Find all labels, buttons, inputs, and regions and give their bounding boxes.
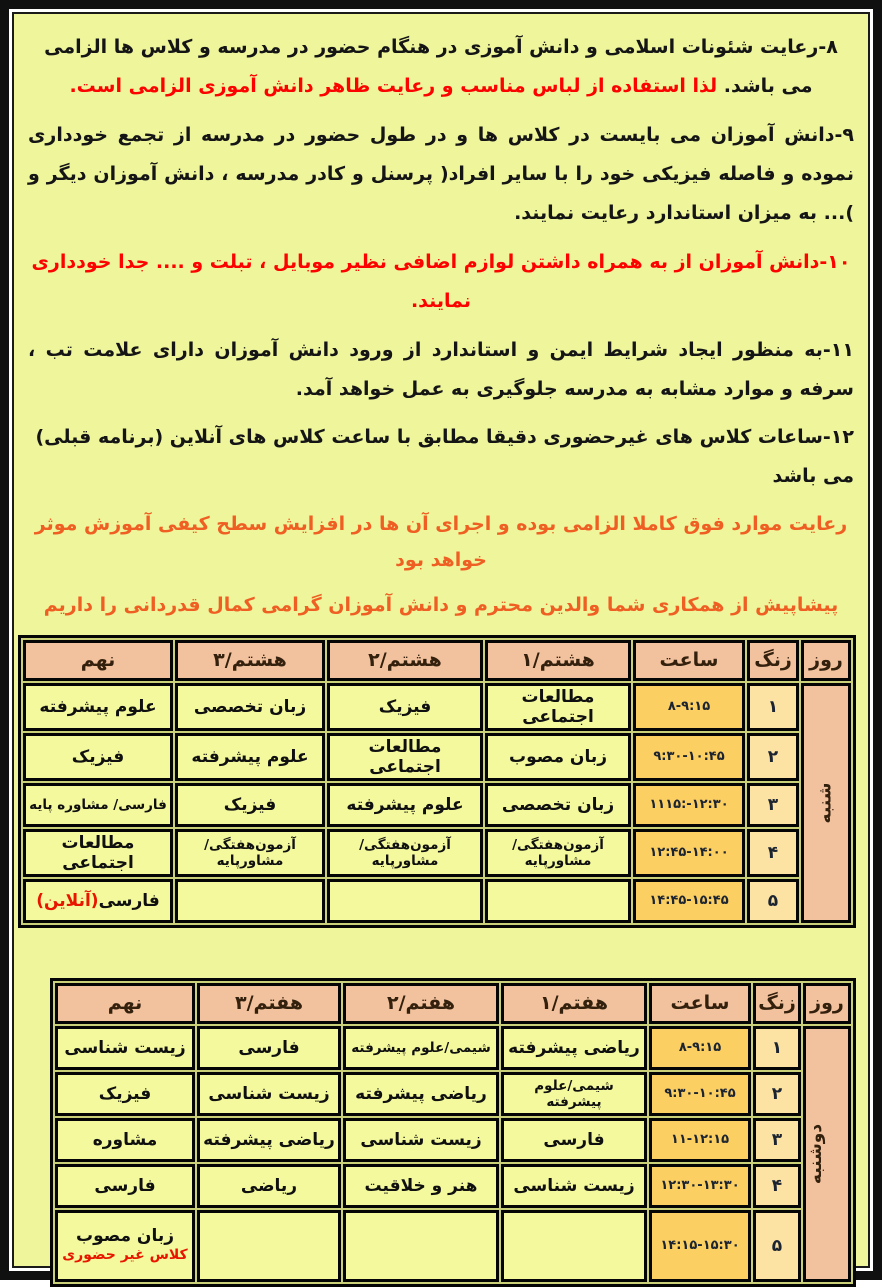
subject-cell [485,683,631,731]
subject-cell [485,829,631,877]
paragraph-8 [28,28,854,106]
header-row [23,640,851,681]
subject-label: شیمی/علوم پیشرفته [534,1077,614,1110]
document-body [12,12,870,1268]
subject-label: زیست شناسی [360,1129,482,1150]
bell-number-cell: ۳ [753,1118,801,1162]
subject-cell [55,1210,195,1282]
paragraph-9-text: ۹-دانش آموزان می بایست در کلاس ها و در طول حضور در مدرسه از تجمع خودداری نموده و فاصله فیزیکی خود را با سایر افراد( پرسنل و کادر مدرسه ، دانش آموزان دیگر و )... به میزان استاندارد رعایت نمایند. [28,123,854,224]
subject-label: آزمون‌هفتگی/مشاورپایه [204,836,296,869]
subject-label: ریاضی پیشرفته [355,1083,487,1104]
column-header: هشتم/۳ [175,640,325,681]
bell-number-cell: ۵ [747,879,799,923]
time-cell: ۱۲:۴۵-۱۴:۰۰ [633,829,745,877]
subject-cell [343,1072,499,1116]
subject-cell [501,1210,647,1282]
subject-label: مطالعات اجتماعی [521,686,595,727]
paragraph-12 [28,418,854,496]
subject-cell [501,1026,647,1070]
subject-label: زبان مصوب [76,1225,174,1246]
subject-cell [23,733,173,781]
day-label: دوشنبه [805,1123,826,1184]
subject-cell [327,879,483,923]
subject-cell [485,733,631,781]
bell-number-cell: ۱ [753,1026,801,1070]
subject-label: فیزیک [71,746,125,767]
time-cell: ۱۴:۱۵-۱۵:۳۰ [649,1210,751,1282]
column-header: نهم [55,983,195,1024]
subject-red-note: کلاس غیر حضوری [62,1246,188,1263]
subject-cell [55,1026,195,1070]
bell-number-cell: ۵ [753,1210,801,1282]
paragraph-8-emphasis: لذا استفاده از لباس مناسب و رعایت ظاهر دانش آموزی الزامی است. [69,74,718,97]
schedule-row [55,1164,851,1208]
subject-label: علوم پیشرفته [346,794,464,815]
subject-cell [501,1118,647,1162]
subject-cell [327,829,483,877]
subject-cell [175,879,325,923]
schedule-row [23,829,851,877]
subject-label: زبان مصوب [509,746,607,767]
note-thanks: پیشاپیش از همکاری شما والدین محترم و دانش آموزان گرامی کمال قدردانی را داریم [43,593,839,616]
subject-label: فارسی/ مشاوره پایه [29,796,167,813]
subject-label: هنر و خلاقیت [364,1175,478,1196]
subject-cell [327,733,483,781]
subject-cell [23,683,173,731]
bell-number-cell: ۲ [753,1072,801,1116]
column-header: زنگ [753,983,801,1024]
subject-label: فیزیک [378,696,432,717]
header-row [55,983,851,1024]
column-header: ساعت [649,983,751,1024]
paragraph-9 [28,116,854,233]
subject-cell [23,829,173,877]
schedule-row [55,1210,851,1282]
day-cell [801,683,851,923]
time-cell: ۹:۳۰-۱۰:۴۵ [649,1072,751,1116]
column-header: روز [801,640,851,681]
subject-cell [23,879,173,923]
time-cell: ۱۱۱۵:-۱۲:۳۰ [633,783,745,827]
schedule-row [23,683,851,731]
subject-cell [197,1118,341,1162]
subject-cell [197,1210,341,1282]
subject-label: فارسی [543,1129,605,1150]
schedule-row [55,1026,851,1070]
subject-cell [175,733,325,781]
subject-label: زبان تخصصی [501,794,615,815]
subject-label: فارسی [238,1037,300,1058]
column-header: هشتم/۱ [485,640,631,681]
subject-cell [501,1072,647,1116]
subject-cell [175,683,325,731]
subject-cell [327,683,483,731]
column-header: هفتم/۳ [197,983,341,1024]
time-cell: ۸-۹:۱۵ [633,683,745,731]
paragraph-12-text: ۱۲-ساعات کلاس های غیرحضوری دقیقا مطابق با ساعت کلاس های آنلاین (برنامه قبلی) می باشد [35,426,854,488]
subject-cell [197,1164,341,1208]
subject-cell [343,1118,499,1162]
subject-cell [55,1118,195,1162]
subject-cell [175,829,325,877]
schedule-row [23,879,851,923]
note-compliance: رعایت موارد فوق کاملا الزامی بوده و اجرای آن ها در افزایش سطح کیفی آموزش موثر خواهد بود [34,513,848,572]
subject-label: زیست شناسی [64,1037,186,1058]
subject-cell [485,879,631,923]
bell-number-cell: ۲ [747,733,799,781]
time-cell: ۱۴:۴۵-۱۵:۴۵ [633,879,745,923]
schedule-row [23,733,851,781]
column-header: زنگ [747,640,799,681]
subject-label: فیزیک [98,1083,152,1104]
subject-red-note: (آنلاین) [36,890,99,911]
column-header: روز [803,983,851,1024]
schedule-row [23,783,851,827]
bell-number-cell: ۴ [747,829,799,877]
schedule-row [55,1118,851,1162]
subject-cell [175,783,325,827]
time-cell: ۸-۹:۱۵ [649,1026,751,1070]
subject-label: شیمی/علوم پیشرفته [351,1039,491,1056]
subject-cell [501,1164,647,1208]
paragraph-8-text: ۸-رعایت شئونات اسلامی و دانش آموزی در هنگام حضور در مدرسه و کلاس ها الزامی می باشد. [44,36,838,97]
column-header: هشتم/۲ [327,640,483,681]
subject-label: زبان تخصصی [193,696,307,717]
subject-label: علوم پیشرفته [191,746,309,767]
time-cell: ۱۱-۱۲:۱۵ [649,1118,751,1162]
time-cell: ۱۲:۳۰-۱۳:۳۰ [649,1164,751,1208]
subject-cell [343,1210,499,1282]
subject-cell [197,1026,341,1070]
subject-label: فیزیک [223,794,277,815]
column-header: هفتم/۱ [501,983,647,1024]
schedule-row [55,1072,851,1116]
time-cell: ۹:۳۰-۱۰:۴۵ [633,733,745,781]
bell-number-cell: ۳ [747,783,799,827]
paragraph-11-text: ۱۱-به منظور ایجاد شرایط ایمن و استاندارد از ورود دانش آموزان دارای علامت تب ، سرفه و موارد مشابه به مدرسه جلوگیری به عمل خواهد آمد. [28,338,854,400]
subject-label: ریاضی پیشرفته [203,1129,335,1150]
bell-number-cell: ۴ [753,1164,801,1208]
paragraph-11 [28,331,854,409]
subject-cell [343,1026,499,1070]
column-header: هفتم/۲ [343,983,499,1024]
subject-cell [485,783,631,827]
day-label: شنبه [815,782,836,824]
subject-cell [55,1072,195,1116]
subject-cell [197,1072,341,1116]
subject-label: آزمون‌هفتگی/مشاورپایه [512,836,604,869]
subject-label: زیست شناسی [208,1083,330,1104]
subject-label: علوم پیشرفته [39,696,157,717]
day-cell [803,1026,851,1282]
subject-label: آزمون‌هفتگی/مشاورپایه [359,836,451,869]
subject-label: مطالعات اجتماعی [368,736,442,777]
subject-cell [55,1164,195,1208]
subject-label: فارسی [98,890,160,911]
bell-number-cell: ۱ [747,683,799,731]
paragraph-10-emphasis: ۱۰-دانش آموزان از به همراه داشتن لوازم اضافی نظیر موبایل ، تبلت و .... جدا خودداری نمایند. [31,250,851,312]
schedule-table-saturday [18,635,856,928]
schedule-table-monday [50,978,856,1287]
subject-label: مطالعات اجتماعی [61,832,135,873]
subject-label: ریاضی پیشرفته [508,1037,640,1058]
subject-label: فارسی [94,1175,156,1196]
subject-label: مشاوره [92,1129,158,1150]
column-header: نهم [23,640,173,681]
subject-label: ریاضی [240,1175,298,1196]
paragraph-10 [28,243,854,321]
column-header: ساعت [633,640,745,681]
subject-label: زیست شناسی [513,1175,635,1196]
subject-cell [23,783,173,827]
subject-cell [327,783,483,827]
subject-cell [343,1164,499,1208]
